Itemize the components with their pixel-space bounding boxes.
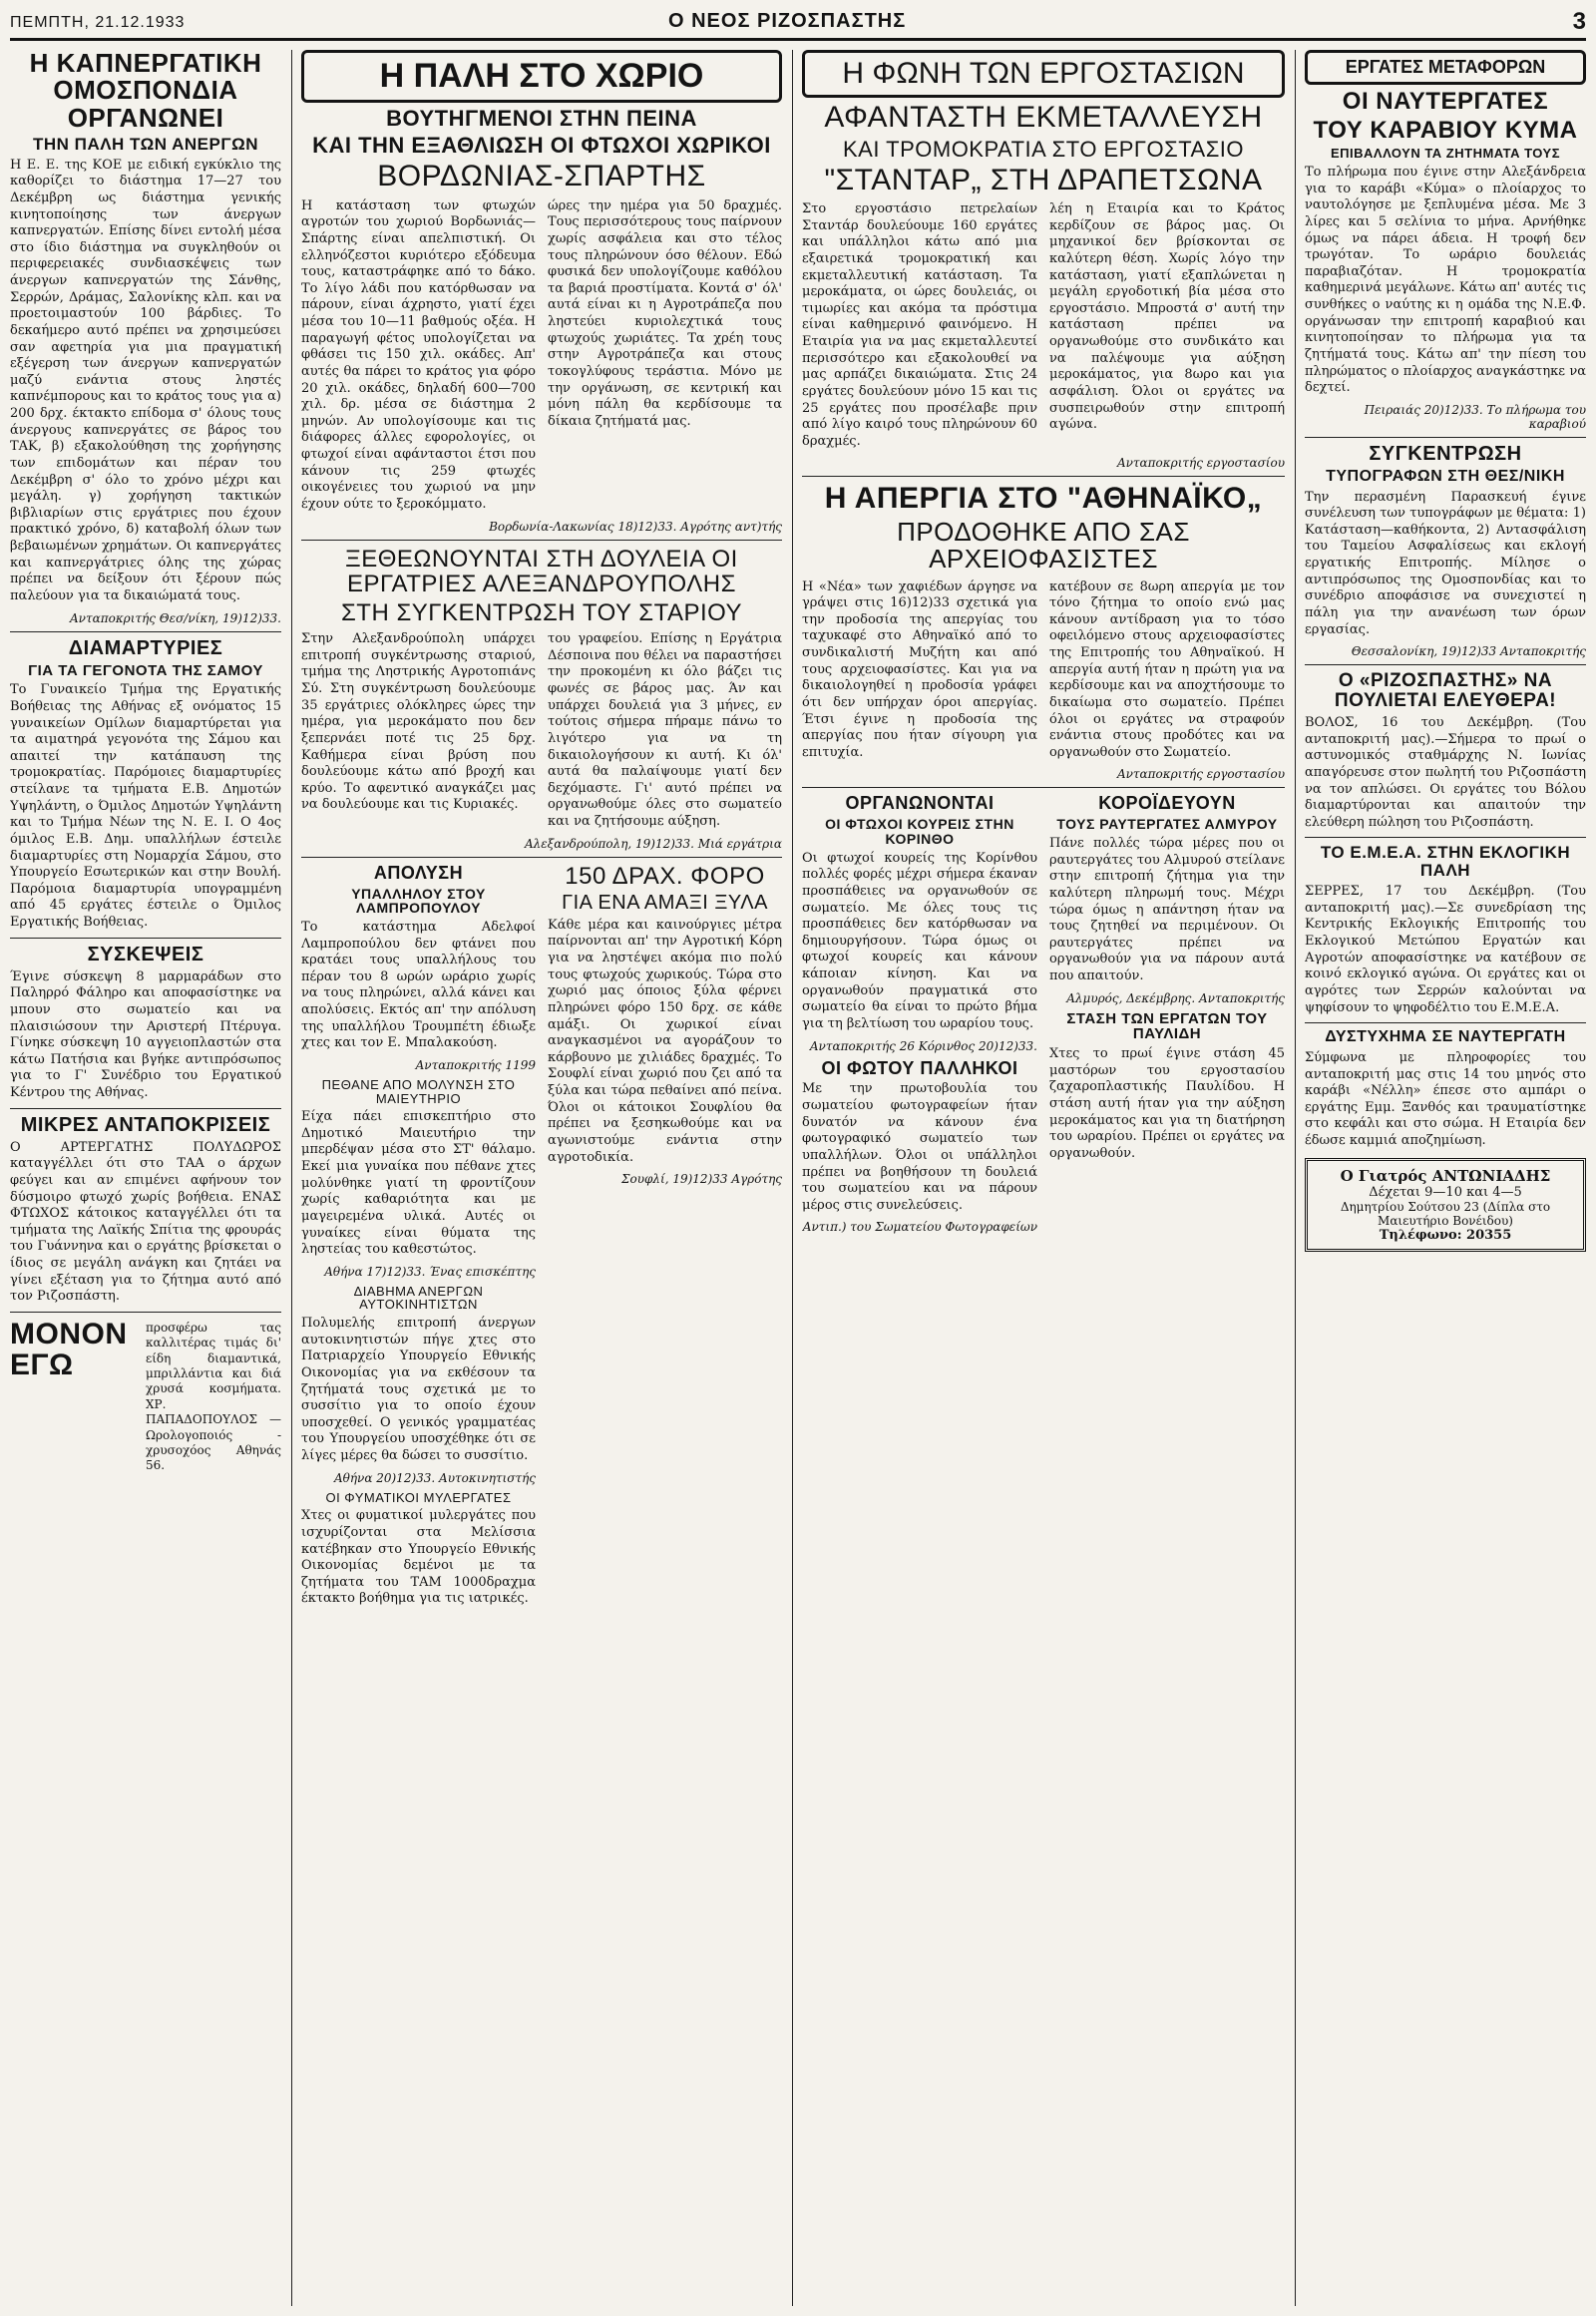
article-body: Στο εργοστάσιο πετρελαίων Σταντάρ δουλεύουμε 160 εργάτες και υπάλληλοι κάτω από μια εξαιρετικά τρομοκρατική και εκμεταλλευτική κατάσταση. Τα μεροκάματα, οι ώρες δουλειάς, οι τιμωρίες και ακόμα τα πρόστιμα είναι καθημερινό φαινόμενο. Η Εταιρία για να μας εκμεταλλευτεί περισσότερο και εξακολουθεί να μας αρπάζει δικαιώματα. Στις 24 εργάτες δουλεύουν μόνο 15 και τις 25 εργάτες που προσέλαβε πριν από λίγο καιρό τους πληρώνουν 60 δραχμές. xyxy=(802,201,1037,449)
paper-title: Ο ΝΕΟΣ ΡΙΖΟΣΠΑΣΤΗΣ xyxy=(668,10,907,32)
article-title: Η ΠΑΛΗ ΣΤΟ ΧΩΡΙΟ xyxy=(301,50,782,103)
article-signature: Αντιπ.) του Σωματείου Φωτογραφείων xyxy=(802,1220,1037,1235)
divider xyxy=(10,631,281,632)
article-signature: Πειραιάς 20)12)33. Το πλήρωμα του καραβιού xyxy=(1364,402,1586,431)
subcolumn xyxy=(1049,794,1285,1240)
article-body: Το Γυναικείο Τμήμα της Εργατικής Βοήθειας της Αθήνας εξ ονόματος 15 γυναικείων Ομίλων διαμαρτύρεται για τα αιματηρά γεγονότα της Σάμου και απαιτεί την κατάπαυση της τρομοκρατίας. Παρόμοιες διαμαρτυρίες στείλανε τα τμήματα Ε.Β. Δημοτών Υψηλάντη, ο Όμιλος Δημοτών Υψηλάντη και το Τμήμα Νέων της Ν. Ε. Ι. Ο 4ος όμιλος Ε.Β. Δημ. υπαλλήλων έστειλε διαμαρτυρίες στη Νομαρχία Σάμου, στο Υπουργείο Εσωτερικών και στην Βουλή. Παρόμοια διαμαρτυρία υπογραμμένη από 45 εργάτες έστειλε ο Όμιλος Εργατικής Βοήθειας. xyxy=(10,682,281,931)
article-title: ΟΡΓΑΝΩΝΟΝΤΑΙ xyxy=(845,793,995,814)
column-4 xyxy=(1305,50,1586,2306)
article-unemployed-drivers xyxy=(301,1285,536,1485)
article-body: Έγινε σύσκεψη 8 μαρμαράδων στο Παληρρό Φάληρο και αποφασίστηκε να μπουν στο σωματείο και να πλαισιώσουν την Αριστερή Πτέρυγα. Γίνηκε σύσκεψη 10 αγγειοπλαστών στα κάτω Πατήσια και βγήκε αντιπρόσωπος για το Γ' Συνέδριο του Εργατικού Κέντρου της Αθήνας. xyxy=(10,968,281,1101)
article-body: ώρες την ημέρα για 50 δραχμές. Τους περισσότερους τους παίρνουν χωρίς ασφάλεια και στο τέλος τους πληρώνουν όσο θέλουν. Εδώ φυσικά δεν υπολογίζουμε καθόλου τα βαριά προστίματα. Κοντά σ' όλ' αυτά είναι κι η Αγροτράπεζα που ληστεύει κυριολεχτικά τους φτωχούς χωριάτες. Τα χρέη τους στην Αγροτράπεζα και στους τοκογλύφους τεράστια. Μόνο με την οργάνωση, σε κεντρική και μόνη πάλη θα κερδίσουμε τα δίκαια ζητήματά μας. xyxy=(548,197,782,429)
article-body: Η Ε. Ε. της ΚΟΕ με ειδική εγκύκλιο της καθορίζει το διάστημα 17—27 του Δεκέμβρη ως διάστημα γενικής κινητοποίησης των άνεργων καπνεργατών. Επίσης δίνει εντολή μέσα στο ίδιο διάστημα να συγκληθούν οι περιφερειακές συνδιασκέψεις των άνεργων καπνεργατών της Σάνθης, Σερρών, Δράμας, Σαλονίκης κλπ. και να προετοιμαστούν 100 βάρδιες. Το δεκαήμερο αυτό πρέπει να χρησιμεύσει σαν αφετηρία για μια πραγματική εξέγερση των άνεργων καπνεργατών μαζύ ενάντια στους ληστές καπνέμπορους και το κράτος τους για α) 200 δρχ. έκτακτο επίδομα σ' όλους τους άνεργους καπνεργάτες σε βάρος του ΤΑΚ, β) εξακολούθηση της χορήγησης των επιδομάτων και πέραν του Δεκέμβρη σ' όλο το χρόνο μέχρι και μεγάλη. γ) χορήγηση τακτικών βιβλιαρίων στις εργάτριες που έχουν πρακτικό χρόνο, δ) καταβολή όλων των βεβαιωμένων χρημάτων. Οι καπνεργάτες και καπνεργάτριες όλης της χώρας πρέπει να δείξουν ότι ξέρουν πώς παλεύουν για τα δικαιώματά τους. xyxy=(10,157,281,603)
divider xyxy=(10,938,281,939)
subcolumn xyxy=(802,794,1037,1240)
article-body: Την περασμένη Παρασκευή έγινε συνέλευση των τυπογράφων με θέματα: 1) Κατάσταση—καθήκοντα, 2) Αντασφάλιση του Ταμείου Ασφαλίσεως και εκλογή εργατικής Επιτροπής. Μίλησε ο αντιπρόσωπος της Ομοσπονδίας και το συνέδριο αποφάσισε να συνεχιστεί η πάλη για την ανανέωση των όρων εργασίας. xyxy=(1305,489,1586,637)
article-signature: Ανταποκριτής 26 Κόρινθος 20)12)33. xyxy=(809,1038,1037,1053)
article-body: Η κατάσταση των φτωχών αγροτών του χωριού Βορδωνιάς—Σπάρτης είναι απελπιστική. Οι ελληνόζεστοι κυριότερο εξόδευμα τους, καταστράφηκε από το δάκο. Το λίγο λάδι που κατόρθωσαν να πάρουν, είναι άχρηστο, γιατί έχει μέσα του 10—11 βαθμούς οξέα. Η παραγωγή φέτος υπολογίζεται να φθάσει τις 150 χιλ. οκάδες. Απ' αυτές θα πάρει το κράτος για φόρο 20 χιλ. οκάδες, δηλαδή 600—700 χιλ. δρ. μέσα σε διάστημα 2 μηνών. Αν υπολογίσουμε και τις διάφορες άλλες εφορολογίες, οι φτωχοί είναι αφάνταστοι έτσι που κάνουν τις 259 φτωχές οικογένειες του χωριού να μην έχουν ούτε το ξεροκόμματο. xyxy=(301,197,536,512)
article-signature: Βορδωνία-Λακωνίας 18)12)33. Αγρότης αντ)τής xyxy=(489,519,782,534)
article-body: Είχα πάει επισκεπτήριο στο Δημοτικό Μαιευτήριο την μπερδέψαν μέσα στο ΣΤ' θάλαμο. Εκεί μια γυναίκα που πέθανε χτες μολύνθηκε γιατί τη φροντίζουν χωρίς καθαριότητα και με μαγειρεμένα υλικά. Αυτές οι γυναίκες είναι θύματα της ληστείας του καθεστώτος. xyxy=(301,1109,536,1258)
column-rule xyxy=(1295,50,1296,2306)
article-maternity-death xyxy=(301,1078,536,1279)
article-subtitle: ΓΙΑ ΤΑ ΓΕΓΟΝΟΤΑ ΤΗΣ ΣΑΜΟΥ xyxy=(28,661,263,679)
article-village-struggle xyxy=(301,50,782,534)
divider xyxy=(301,540,782,541)
article-subtitle: ΠΡΟΔΟΘΗΚΕ ΑΠΟ ΣΑΣ ΑΡΧΕΙΟΦΑΣΙΣΤΕΣ xyxy=(897,516,1190,575)
article-title: ΔΙΑΜΑΡΤΥΡΙΕΣ xyxy=(68,636,223,659)
ad-title: ΜΟΝΟΝ ΕΓΩ xyxy=(10,1317,128,1382)
article-signature: Σουφλί, 19)12)33 Αγρότης xyxy=(621,1172,782,1187)
ad-address: Δημητρίου Σούτσου 23 (Δίπλα στο Μαιευτήριο Βονέιδου) xyxy=(1340,1199,1551,1228)
article-pavlidis-stoppage xyxy=(1049,1011,1285,1163)
article-athinaiko-strike xyxy=(802,483,1285,781)
divider xyxy=(1305,437,1586,438)
article-subtitle: ΑΦΑΝΤΑΣΤΗ ΕΚΜΕΤΑΛΛΕΥΣΗ xyxy=(824,101,1263,134)
article-body: Η «Νέα» των χαφιέδων άργησε να γράψει στις 16)12)33 σχετικά για την προδοσία της απεργίας του ταχυκαφέ στο Αθηναϊκό από το συνδικαλιστή Μυζήτη και από τους αρχειοφασίστες. Και για να δικαιολογηθεί η προδοσία γράφει ότι δεν υπήρχαν όροι απεργίας. Έτσι έγινε η προδοσία της απεργίας που ήταν σίγουρη για επιτυχία. xyxy=(802,579,1037,760)
article-body: Οι φτωχοί κουρείς της Κορίνθου πολλές φορές μέχρι σήμερα έκαναν προσπάθειες να οργανωθούν σε σωματείο. Με όλες τους τις προσπάθειες δεν κατόρθωσαν να δημιουργήσουν. Τώρα όμως οι φτωχοί κουρείς και κάνουν κάποιαν κίνηση. Και να οργανωθούν πραγματικά στο σωματείο θα είναι το πρώτο βήμα για τη βελτίωση του ωραρίου τους. xyxy=(802,850,1037,1031)
article-title: ΟΙ ΦΩΤΟΥ ΠΑΛΛΗΚΟΙ xyxy=(821,1057,1018,1078)
column-rule xyxy=(792,50,793,2306)
article-typographers-meeting xyxy=(1305,444,1586,658)
article-protests-samos xyxy=(10,638,281,932)
article-body: κατέβουν σε 8ωρη απεργία με τον τόνο ζήτημα το οποίο ενώ μας κάνουν αντίδραση για το τόσο οφειλόμενο στους αρχειοφασίστες της Επιτροπής του Αθηναϊκού. Η απεργία αυτή ήταν η πρώτη για να κερδίσουμε και να αποχτήσουμε το δικαίωμα στο σωματείο. Πρέπει όλοι οι εργάτες να στραφούν ενάντια στους προδότες και να οργανωθούν στο Σωματείο. xyxy=(1049,579,1285,760)
column-rule xyxy=(291,50,292,2306)
column-3 xyxy=(802,50,1285,2306)
article-title: ΔΥΣΤΥΧΗΜΑ ΣΕ ΝΑΥΤΕΡΓΑΤΗ xyxy=(1325,1028,1566,1046)
article-title: ΚΟΡΟΪΔΕΥΟΥΝ xyxy=(1098,793,1236,814)
article-signature: Ανταποκριτής εργοστασίου xyxy=(1116,767,1285,782)
article-signature: Αθήνα 20)12)33. Αυτοκινητιστής xyxy=(333,1470,536,1485)
article-body: Χτες οι φυματικοί μυλεργάτες που ισχυρίζονται στα Μελίσσια κατέβηκαν στο Υπουργείο Εθνικής Οικονομίας δεμένοι με τα ζητήματα του ΤΑΜ 1000δραχμα έκτακτο βοήθημα για τις ιατρικές. xyxy=(301,1508,536,1607)
article-body: Στην Αλεξανδρούπολη υπάρχει επιτροπή συγκέντρωσης σταριού, τμήμα της Ληστρικής Αγροτοπιάνς Σύ. Στη συγκέντρωση δουλεύουμε 35 εργάτριες ολόκληρες ώρες την ημέρα, για μεροκάματο που δεν ξεπερνάει ποτέ τις 25 δρχ. Καθήμερα είναι βρύση που δουλεύουμε κάτω από βροχή και κρύο. Το αφεντικό αναγκάζει μας να δουλεύουμε και τις Κυριακές. xyxy=(301,631,536,813)
article-title: ΤΟ Ε.Μ.Ε.Α. ΣΤΗΝ ΕΚΛΟΓΙΚΗ ΠΑΛΗ xyxy=(1320,843,1571,881)
column-2 xyxy=(301,50,782,2306)
page-number: 3 xyxy=(1572,8,1586,35)
article-title: ΟΙ ΝΑΥΤΕΡΓΑΤΕΣ xyxy=(1342,88,1549,115)
article-small-reports xyxy=(10,1115,281,1306)
article-photographers xyxy=(802,1059,1037,1235)
article-tobacco-federation xyxy=(10,50,281,625)
ad-doctor-name: Ο Γιατρός ΑΝΤΩΝΙΑΔΗΣ xyxy=(1340,1166,1551,1185)
article-title: ΣΤΑΣΗ ΤΩΝ ΕΡΓΑΤΩΝ ΤΟΥ ΠΑΥΛΙΔΗ xyxy=(1066,1009,1268,1043)
article-title: ΟΙ ΦΥΜΑΤΙΚΟΙ ΜΥΛΕΡΓΑΤΕΣ xyxy=(325,1489,512,1505)
article-body: ΣΕΡΡΕΣ, 17 του Δεκέμβρη. (Του ανταποκριτή μας).—Σε συνεδρίαση της Κεντρικής Εκλογικής Επιτροπής του Εκλογικού Μετώπου Εργατών και Αγροτών αποφασίστηκε να κατέβουν σε κοινό εκλογικό αγώνα. Οι εργάτες και οι αγρότες των Σερρών καλούνται να ψηφίσουν το ψηφοδέλτιο του Ε.Μ.Ε.Α. xyxy=(1305,884,1586,1015)
advertisement-jeweller xyxy=(10,1319,281,1480)
article-signature: Ανταποκριτής 1199 xyxy=(415,1057,536,1072)
article-title: ΑΠΟΛΥΣΗ xyxy=(373,862,464,883)
article-emea-elections xyxy=(1305,844,1586,1016)
article-body: του γραφείου. Επίσης η Εργάτρια Δέσποινα που θέλει να παραστήσει την προκομένη κι όλο βάζει τις φωνές σε βάρος μας. Άν και υπάρχει δουλειά για 3 μήνες, εν τούτοις σήμερα πήραμε πάνω το λιγότερο για να τη δικαιολογήσουν κι αυτή. Κι όλ' αυτά θα παλαίψουμε γιατί δεν δεχόμαστε. Γι' αυτό πρέπει να οργανωθούμε όλες στο σωματείο και να ζητήσουμε αύξηση. xyxy=(548,631,782,829)
divider xyxy=(10,1312,281,1313)
divider xyxy=(802,476,1285,477)
article-body: Ο ΑΡΤΕΡΓΑΤΗΣ ΠΟΛΥΔΩΡΟΣ καταγγέλλει ότι στο ΤΑΑ ο άρχων φεύγει και αν επιμένει αφήνουν τον δύσμοιρο φτωχό χωρίς βοήθεια. ΕΝΑΣ ΦΤΩΧΟΣ κάτοικος καταγγέλλει ότι τα τμήματα της Λαϊκής Σπίτια της φρουράς του Γυάννηνα και ο εργάτης βρίσκεται ο ίδιος σε μεγάλη ανάγκη και ζητάει να γίνει εξέταση για το ζήτημα αυτό από τον Ριζοσπάστη. xyxy=(10,1139,281,1305)
article-body: Χτες το πρωί έγινε στάση 45 μαστόρων του εργοστασίου ζαχαροπλαστικής Παυλίδου. Η στάση αυτή ήταν για την αύξηση μεροκάματος και για τη διατήρηση του ωραρίου. Πρέπει οι εργάτες να οργανωθούν. xyxy=(1049,1046,1285,1161)
divider xyxy=(802,787,1285,788)
article-body: Το πλήρωμα που έγινε στην Αλεξάνδρεια για το καράβι «Κύμα» ο πλοίαρχος το ναυτολόγησε με ξεπλυμένα μέσα. Με 3 λίρες και 5 σελίνια το μήνα. Αρνήθηκε όμως να πάρει άδεια. Η τροφή δεν τρωγόταν. Το ωράριο δουλειάς παραβιαζόταν. Η τρομοκρατία καθημερινά μεγάλωνε. Κάτω απ' αυτές τις συνθήκες ο ναύτης κι η ομάδα της Ν.Ε.Φ. οργάνωσαν την επιτροπή καραβιού και κινητοποίησαν το πλήρωμα για τα ζητήματά τους. Κάτω απ' την πίεση του πληρώματος ο πλοίαρχος αναγκάστηκε να δεχτεί. xyxy=(1305,165,1586,396)
article-subtitle: "ΣΤΑΝΤΑΡ„ ΣΤΗ ΔΡΑΠΕΤΣΩΝΑ xyxy=(824,163,1263,196)
article-alexandroupolis-workers xyxy=(301,547,782,851)
article-body: ΒΟΛΟΣ, 16 του Δεκέμβρη. (Του ανταποκριτή μας).—Σήμερα το πρωί ο αστυνομικός σταθμάρχης Ν. Ιωνίας απαγόρευσε στον πωλητή του Ριζοσπάστη να τον απλώσει. Οι εργάτες του Βόλου διαμαρτύρονται και απαιτούν την ελεύθερη πώληση του Ριζοσπάστη. xyxy=(1305,715,1586,830)
article-wood-tax xyxy=(548,864,782,1187)
article-seaman-accident xyxy=(1305,1029,1586,1150)
article-title: ΣΥΣΚΕΨΕΙΣ xyxy=(87,943,204,965)
article-subtitle: ΤΗΝ ΠΑΛΗ ΤΩΝ ΑΝΕΡΓΩΝ xyxy=(33,134,258,154)
section-title: ΕΡΓΑΤΕΣ ΜΕΤΑΦΟΡΩΝ xyxy=(1305,50,1586,85)
article-title: ΔΙΑΒΗΜΑ ΑΝΕΡΓΩΝ ΑΥΤΟΚΙΝΗΤΙΣΤΩΝ xyxy=(353,1283,484,1313)
divider xyxy=(1305,837,1586,838)
article-signature: Ανταποκριτής Θεσ/νίκη, 19)12)33. xyxy=(70,610,281,625)
article-body: λέη η Εταιρία και το Κράτος κερδίζουν σε βάρος μας. Οι μηχανικοί δεν βρίσκονται σε καλύτερη θέση. Χωρίς λόγο την κατάσταση, γιατί εξαπλώνεται η μεγάλη εργοδοτική βία μέσα στο εργοστάσιο. Μπροστά σ' αυτή την κατάσταση πρέπει να οργανωθούμε στο συνδικάτο και να παλέψουμε για αύξηση μεροκάματος, για 8ωρο και για ασφάλιση. Όλοι οι εργάτες να συσπειρωθούν στην επιτροπή αγώνα. xyxy=(1049,201,1285,433)
article-body: Πολυμελής επιτροπή άνεργων αυτοκινητιστών πήγε χτες στο Πατριαρχείο Υπουργείο Εθνικής Οικονομίας για να εκθέσουν τα ζητήματά τους σχετικά με το συσσίτιο για το οποίο έχουν υποσχεθεί. Ο γενικός γραμματέας του Υπουργείου υποσχέθηκε ότι σε λίγες μέρες θα δώσει το συσσίτιο. xyxy=(301,1316,536,1464)
article-title: ΞΕΘΕΩΝΟΥΝΤΑΙ ΣΤΗ ΔΟΥΛΕΙΑ ΟΙ ΕΡΓΑΤΡΙΕΣ ΑΛΕΞΑΝΔΡΟΥΠΟΛΗΣ xyxy=(345,545,738,597)
article-factory-voice xyxy=(802,50,1285,470)
ad-phone: Τηλέφωνο: 20355 xyxy=(1379,1227,1512,1243)
article-subtitle: ΤΟΥ ΚΑΡΑΒΙΟΥ ΚΥΜΑ xyxy=(1313,117,1578,145)
subcolumn xyxy=(548,864,782,1614)
article-body: Με την πρωτοβουλία του σωματείου φωτογραφείων ήταν δυνατόν να κάνουν ένα φωτογραφικό σωματείο των υπαλλήλων. Όλοι οι υπάλληλοι πρέπει να βοηθήσουν τη δουλειά του σωματείου και να πάρουν μέρος στις συνελεύσεις. xyxy=(802,1081,1037,1213)
ad-hours: Δέχεται 9—10 και 4—5 xyxy=(1369,1184,1522,1200)
divider xyxy=(301,857,782,858)
article-meetings xyxy=(10,945,281,1102)
advertisement-doctor xyxy=(1305,1158,1586,1252)
article-title: Η ΑΠΕΡΓΙΑ ΣΤΟ "ΑΘΗΝΑΪΚΟ„ xyxy=(824,482,1263,516)
article-subtitle: ΟΙ ΦΤΩΧΟΙ ΚΟΥΡΕΙΣ ΣΤΗΝ ΚΟΡΙΝΘΟ xyxy=(825,816,1014,848)
article-subtitle: ΒΟΥΤΗΓΜΕΝΟΙ ΣΤΗΝ ΠΕΙΝΑ xyxy=(386,106,697,131)
ad-body: προσφέρω τας καλλιτέρας τιμάς δι' είδη διαμαντικά, μπριλλάντια και διά χρυσά κοσμήματα. ΧΡ. ΠΑΠΑΔΟΠΟΥΛΟΣ — Ωρολογοποιός - χρυσοχόος Αθηνάς 56. xyxy=(146,1320,281,1473)
article-body: Κάθε μέρα και καινούργιες μέτρα παίρνονται απ' την Αγροτική Κόρη για να ληστέψει ακόμα πιο πολύ τους φτωχούς χωρικούς. Τώρα στο χωριό μας όποιος ξύλα φέρνει πληρώνει φόρο 150 δρχ. σε κάθε αμάξι. Οι χωρικοί είναι αναγκασμένοι να αγοράζουν το κάρβουνο με χιλιάδες δραχμές. Το Σουφλί είναι χωριό που ζει από τα ξύλα και τώρα πεθαίνει από πείνα. Όλοι οι κάτοικοι Σουφλίου θα πρέπει να ξεσηκωθούμε και να αγωνιστούμε ενάντια στην αγροτοδικία. xyxy=(548,917,782,1165)
masthead xyxy=(10,8,1586,41)
article-subtitle: ΒΟΡΔΩΝΙΑΣ-ΣΠΑΡΤΗΣ xyxy=(377,160,706,193)
article-title: Η ΚΑΠΝΕΡΓΑΤΙΚΗ ΟΜΟΣΠΟΝΔΙΑ ΟΡΓΑΝΩΝΕΙ xyxy=(29,50,262,133)
article-subtitle: ΤΟΥΣ ΡΑΥΤΕΡΓΑΤΕΣ ΑΛΜΥΡΟΥ xyxy=(1056,816,1278,833)
subcolumn xyxy=(301,864,536,1614)
article-title: ΣΥΓΚΕΝΤΡΩΣΗ xyxy=(1369,442,1522,465)
article-subtitle: ΚΑΙ ΤΗΝ ΕΞΑΘΛΙΩΣΗ ΟΙ ΦΤΩΧΟΙ ΧΩΡΙΚΟΙ xyxy=(312,133,771,159)
article-title: Η ΦΩΝΗ ΤΩΝ ΕΡΓΟΣΤΑΣΙΩΝ xyxy=(802,50,1285,98)
article-title: 150 ΔΡΑΧ. ΦΟΡΟ xyxy=(565,862,765,890)
article-mill-workers xyxy=(301,1491,536,1608)
article-subtitle: ΕΠΙΒΑΛΛΟΥΝ ΤΑ ΖΗΤΗΜΑΤΑ ΤΟΥΣ xyxy=(1330,146,1561,162)
article-signature: Ανταποκριτής εργοστασίου xyxy=(1116,456,1285,471)
article-body: Πάνε πολλές τώρα μέρες που οι ραυτεργάτες του Αλμυρού στείλανε στην επιτροπή ζήτημα για την καλύτερη πληρωμή τους. Μέχρι τώρα όμως η απάντηση ήταν να τους ζητηθεί να περιμένουν. Οι ραυτεργάτες πρέπει να οργανωθούν για να πάρουν αυτά που απαιτούν. xyxy=(1049,836,1285,984)
article-subtitle: ΚΑΙ ΤΡΟΜΟΚΡΑΤΙΑ ΣΤΟ ΕΡΓΟΣΤΑΣΙΟ xyxy=(842,136,1245,162)
article-subtitle: ΣΤΗ ΣΥΓΚΕΝΤΡΩΣΗ ΤΟΥ ΣΤΑΡΙΟΥ xyxy=(340,598,743,626)
article-signature: Αθήνα 17)12)33. Ένας επισκέπτης xyxy=(324,1264,536,1279)
divider xyxy=(1305,664,1586,665)
divider xyxy=(1305,1022,1586,1023)
article-rizospastis-free xyxy=(1305,671,1586,831)
article-signature: Θεσσαλονίκη, 19)12)33 Ανταποκριτής xyxy=(1351,644,1586,659)
article-subtitle: ΥΠΑΛΛΗΛΟΥ ΣΤΟΥ ΛΑΜΠΡΟΠΟΥΛΟΥ xyxy=(351,885,486,917)
article-body: Σύμφωνα με πληροφορίες του ανταποκριτή μας στις 14 του μηνός στο καράβι «Νέλλη» έπεσε στο αμπάρι ο εργάτης Εμμ. Ξανθός και τραυματίστηκε στο κεφάλι και στο σώμα. Η Εταιρία δεν έδωσε καμμιά αποζημίωση. xyxy=(1305,1049,1586,1149)
article-barbers-corinth xyxy=(802,794,1037,1052)
article-signature: Αλεξανδρούπολη, 19)12)33. Μιά εργάτρια xyxy=(524,836,782,851)
article-subtitle: ΤΥΠΟΓΡΑΦΩΝ ΣΤΗ ΘΕΣ/ΝΙΚΗ xyxy=(1326,467,1565,485)
article-tailors-almyros xyxy=(1049,794,1285,1004)
article-seamen-kyma xyxy=(1305,50,1586,431)
article-title: ΠΕΘΑΝΕ ΑΠΟ ΜΟΛΥΝΣΗ ΣΤΟ ΜΑΙΕΥΤΗΡΙΟ xyxy=(321,1076,516,1106)
article-subtitle: ΓΙΑ ΕΝΑ ΑΜΑΞΙ ΞΥΛΑ xyxy=(562,891,768,914)
issue-date: ΠΕΜΠΤΗ, 21.12.1933 xyxy=(10,14,186,31)
divider xyxy=(10,1108,281,1109)
article-body: Το κατάστημα Αδελφοί Λαμπροπούλου δεν φτάνει που κρατάει τους υπαλλήλους του πέραν του 8 ωρών ωράριο χωρίς να τους πληρώνει, αλλά κάνει και απολύσεις. Εκτός απ' την απόλυση της υπαλλήλου Τρουμπέτη έδιωξε χτες και τον Ε. Μπαλακούση. xyxy=(301,919,536,1051)
article-dismissal xyxy=(301,864,536,1072)
article-signature: Αλμυρός, Δεκέμβρης. Ανταποκριτής xyxy=(1066,990,1285,1005)
article-title: Ο «ΡΙΖΟΣΠΑΣΤΗΣ» ΝΑ ΠΟΥΛΙΕΤΑΙ ΕΛΕΥΘΕΡΑ! xyxy=(1334,670,1557,712)
article-title: ΜΙΚΡΕΣ ΑΝΤΑΠΟΚΡΙΣΕΙΣ xyxy=(20,1113,271,1136)
column-1 xyxy=(10,50,281,2306)
